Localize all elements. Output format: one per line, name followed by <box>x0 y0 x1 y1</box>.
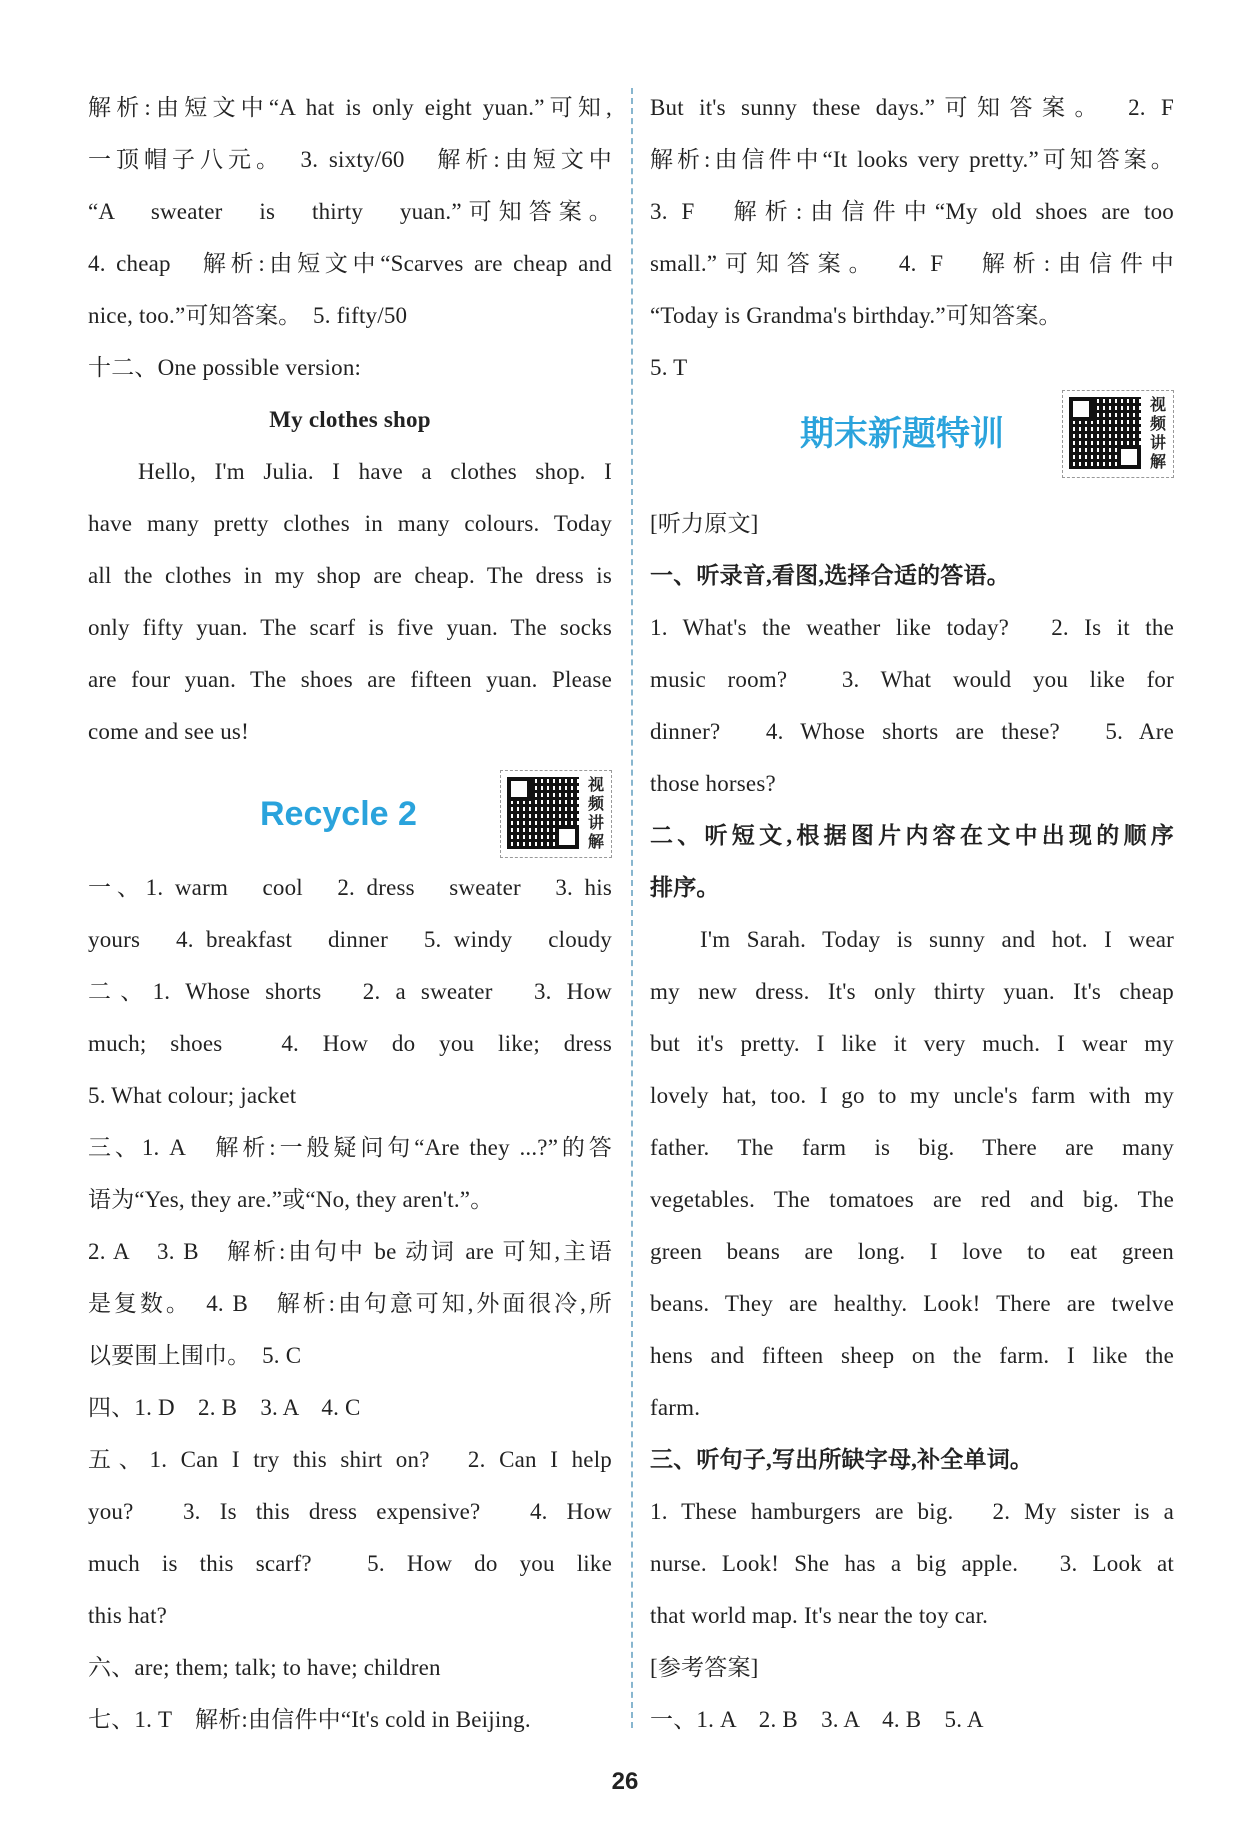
question-heading: 二、听短文,根据图片内容在文中出现的顺序 <box>650 823 1174 848</box>
text-line: 一顶帽子八元。 3. sixty/60 解析:由短文中 <box>88 147 612 172</box>
text-line: But it's sunny these days.”可知答案。 2. F <box>650 95 1174 120</box>
section-title: Recycle 2 <box>260 795 417 833</box>
passage-line: green beans are long. I love to eat green <box>650 1239 1174 1264</box>
text-line: 4. cheap 解析:由短文中“Scarves are cheap and <box>88 251 612 276</box>
text-line: 解析:由短文中“A hat is only eight yuan.”可知, <box>88 95 612 120</box>
essay-line: come and see us! <box>88 719 249 744</box>
text-line: small.”可知答案。 4. F 解析:由信件中 <box>650 251 1174 276</box>
passage-line: farm. <box>650 1395 701 1420</box>
page-number: 26 <box>611 1768 639 1795</box>
passage-line: my new dress. It's only thirty yuan. It's cheap <box>650 979 1174 1004</box>
essay-line: are four yuan. The shoes are fifteen yuan. Please <box>88 667 612 692</box>
answer-line: 二、1. Whose shorts 2. a sweater 3. How <box>88 979 612 1004</box>
answer-line: much is this scarf? 5. How do you like <box>88 1551 612 1576</box>
text-line: dinner? 4. Whose shorts are these? 5. Are <box>650 719 1174 744</box>
bracket-heading: [听力原文] <box>650 511 759 536</box>
essay-line: only fifty yuan. The scarf is five yuan. The socks <box>88 615 612 640</box>
left-column <box>88 86 612 1750</box>
passage-line: father. The farm is big. There are many <box>650 1135 1174 1160</box>
text-line: 十二、One possible version: <box>88 355 362 380</box>
text-line: those horses? <box>650 771 776 796</box>
answer-line: 一、1. warm cool 2. dress sweater 3. his <box>88 875 612 900</box>
question-heading: 三、听句子,写出所缺字母,补全单词。 <box>650 1447 1034 1472</box>
passage-line: vegetables. The tomatoes are red and big. The <box>650 1187 1174 1212</box>
qr-code-pattern <box>507 777 579 849</box>
passage-line: hens and fifteen sheep on the farm. I like the <box>650 1343 1174 1368</box>
answer-line: yours 4. breakfast dinner 5. windy cloudy <box>88 927 612 952</box>
essay-line: all the clothes in my shop are cheap. The dress is <box>88 563 612 588</box>
answer-line: 以要围上围巾。 5. C <box>88 1343 302 1368</box>
qr-caption: 视频讲解 <box>1149 395 1166 471</box>
answer-line: 七、1. T 解析:由信件中“It's cold in Beijing. <box>88 1707 531 1732</box>
section-title: 期末新题特训 <box>800 414 1004 454</box>
passage-line: but it's pretty. I like it very much. I wear my <box>650 1031 1174 1056</box>
answer-line: 是复数。 4. B 解析:由句意可知,外面很冷,所 <box>88 1291 612 1316</box>
essay-title: My clothes shop <box>269 407 431 432</box>
qr-code-icon[interactable] <box>1062 390 1174 478</box>
right-column <box>650 86 1174 1750</box>
text-line: nurse. Look! She has a big apple. 3. Look at <box>650 1551 1174 1576</box>
text-line: 解析:由信件中“It looks very pretty.”可知答案。 <box>650 147 1174 172</box>
text-line: 1. These hamburgers are big. 2. My sister is a <box>650 1499 1174 1524</box>
text-line: nice, too.”可知答案。 5. fifty/50 <box>88 303 408 328</box>
qr-code-pattern <box>1069 397 1141 469</box>
answer-line: 五、1. Can I try this shirt on? 2. Can I help <box>88 1447 612 1472</box>
text-line: 5. T <box>650 355 688 380</box>
essay-line: Hello, I'm Julia. I have a clothes shop. I <box>138 459 612 484</box>
text-line: “Today is Grandma's birthday.”可知答案。 <box>650 303 1062 328</box>
final-practice-header <box>650 395 1174 502</box>
text-line: 1. What's the weather like today? 2. Is it the <box>650 615 1174 640</box>
passage-line: I'm Sarah. Today is sunny and hot. I wear <box>700 927 1174 952</box>
answer-line: this hat? <box>88 1603 168 1628</box>
answer-line: 一、1. A 2. B 3. A 4. B 5. A <box>650 1707 984 1732</box>
passage-line: lovely hat, too. I go to my uncle's farm with my <box>650 1083 1174 1108</box>
answer-line: 5. What colour; jacket <box>88 1083 297 1108</box>
qr-code-icon[interactable] <box>500 770 612 858</box>
text-line: 3. F 解析:由信件中“My old shoes are too <box>650 199 1174 224</box>
answer-line: 语为“Yes, they are.”或“No, they aren't.”。 <box>88 1187 494 1212</box>
answer-line: much; shoes 4. How do you like; dress <box>88 1031 612 1056</box>
question-heading: 排序。 <box>650 875 720 900</box>
bracket-heading: [参考答案] <box>650 1655 759 1680</box>
text-line: that world map. It's near the toy car. <box>650 1603 989 1628</box>
passage-line: beans. They are healthy. Look! There are twelve <box>650 1291 1174 1316</box>
answer-line: 2. A 3. B 解析:由句中 be 动词 are 可知,主语 <box>88 1239 612 1264</box>
answer-line: 三、1. A 解析:一般疑问句“Are they ...?”的答 <box>88 1135 612 1160</box>
text-line: “A sweater is thirty yuan.”可知答案。 <box>88 199 612 224</box>
text-line: music room? 3. What would you like for <box>650 667 1174 692</box>
essay-line: have many pretty clothes in many colours. Today <box>88 511 612 536</box>
answer-line: you? 3. Is this dress expensive? 4. How <box>88 1499 612 1524</box>
column-divider <box>631 88 633 1728</box>
question-heading: 一、听录音,看图,选择合适的答语。 <box>650 563 1010 588</box>
answer-line: 四、1. D 2. B 3. A 4. C <box>88 1395 361 1420</box>
recycle-2-header <box>88 762 612 866</box>
qr-caption: 视频讲解 <box>587 775 604 851</box>
answer-line: 六、are; them; talk; to have; children <box>88 1655 441 1680</box>
